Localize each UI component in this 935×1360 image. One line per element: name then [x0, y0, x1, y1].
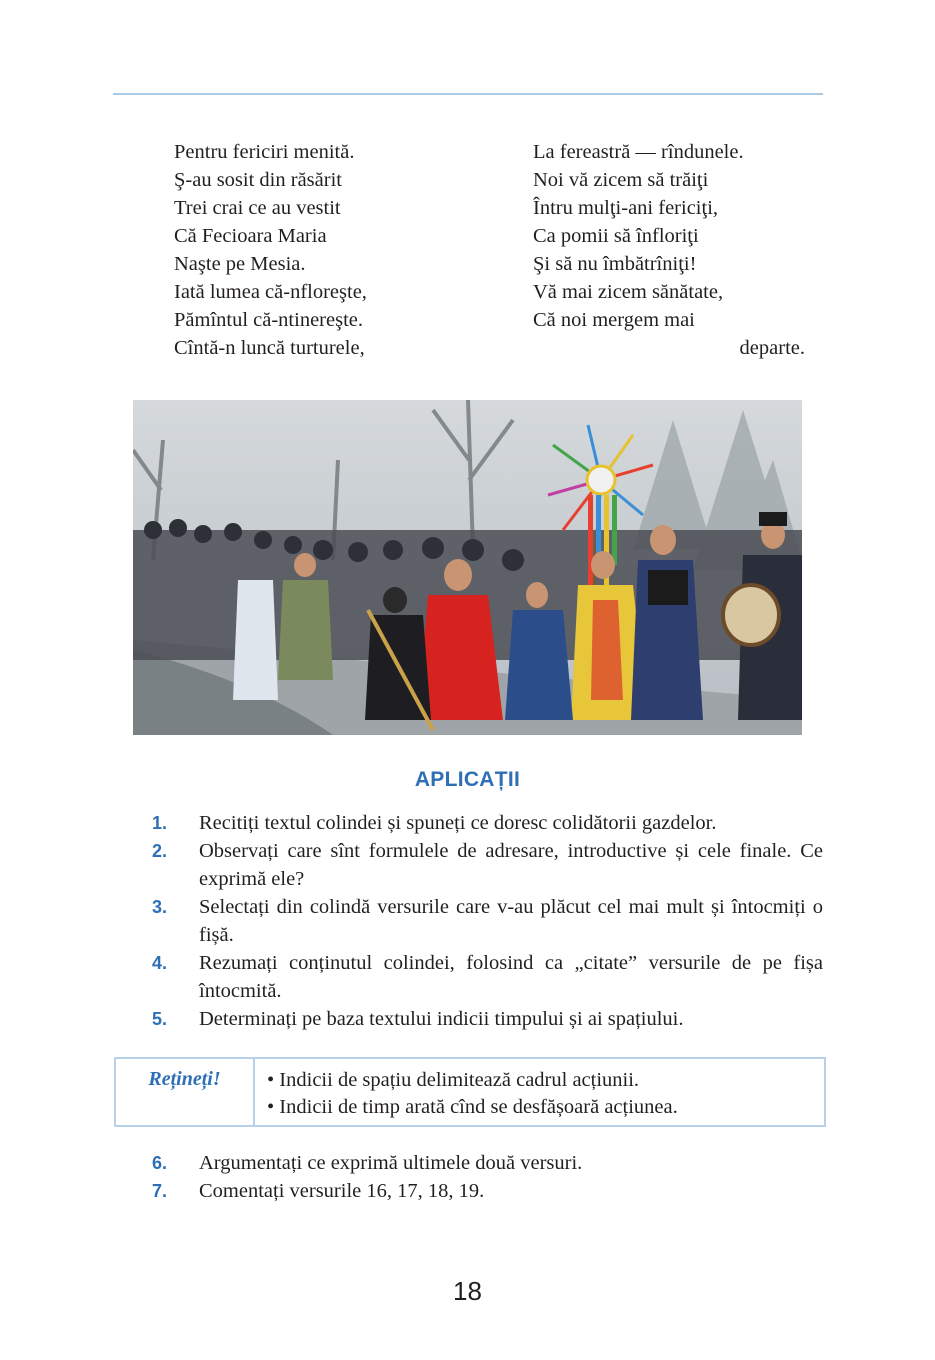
task-number: 6. [152, 1153, 168, 1173]
poem-column-right [533, 138, 805, 362]
tasks-list-b [150, 1149, 823, 1205]
poem-column-left [174, 138, 474, 362]
list-item [150, 893, 823, 949]
poem-line: Naşte pe Mesia. [174, 253, 306, 275]
poem-line: Pentru fericiri menită. [174, 141, 355, 163]
poem-line: Cîntă-n luncă turturele, [174, 337, 365, 359]
tasks-list-a [150, 809, 823, 1033]
remember-label: Rețineți! [116, 1059, 255, 1125]
task-text: Comentați versurile 16, 17, 18, 19. [199, 1180, 485, 1202]
task-number: 4. [152, 953, 168, 973]
section-title: APLICAȚII [414, 768, 521, 791]
remember-box [114, 1057, 826, 1127]
task-number: 1. [152, 813, 168, 833]
poem-line: Că noi mergem mai [533, 309, 695, 331]
poem-line: Trei crai ce au vestit [174, 197, 341, 219]
poem-line: La fereastră — rîndunele. [533, 141, 744, 163]
remember-line: • Indicii de timp arată cînd se desfășoară acțiunea. [267, 1096, 678, 1118]
page-number: 18 [453, 1276, 482, 1306]
task-text: Selectați din colindă versurile care v-au plăcut cel mai mult și întocmiți o fișă. [199, 896, 823, 946]
task-number: 2. [152, 841, 168, 861]
carolers-photo [133, 400, 802, 735]
remember-body [255, 1059, 678, 1125]
task-number: 3. [152, 897, 168, 917]
poem-line: Iată lumea că-nfloreşte, [174, 281, 367, 303]
poem-line: Că Fecioara Maria [174, 225, 327, 247]
poem-line: Noi vă zicem să trăiţi [533, 169, 709, 191]
list-item [150, 809, 823, 837]
task-text: Argumentați ce exprimă ultimele două versuri. [199, 1152, 583, 1174]
poem-line: Întru mulţi-ani fericiţi, [533, 197, 719, 219]
task-text: Observați care sînt formulele de adresare, introductive și cele finale. Ce exprimă ele? [199, 840, 823, 890]
list-item [150, 1177, 823, 1205]
task-number: 7. [152, 1181, 168, 1201]
top-rule [113, 93, 823, 95]
poem-line: Vă mai zicem sănătate, [533, 281, 724, 303]
poem-line: Şi să nu îmbătrîniţi! [533, 253, 697, 275]
poem-line: Ca pomii să înfloriţi [533, 225, 699, 247]
remember-line: • Indicii de spațiu delimitează cadrul acțiunii. [267, 1069, 640, 1091]
list-item [150, 949, 823, 1005]
task-number: 5. [152, 1009, 168, 1029]
poem-line: Pămîntul că-ntinereşte. [174, 309, 363, 331]
task-text: Determinați pe baza textului indicii timpului și ai spațiului. [199, 1008, 684, 1030]
list-item [150, 1005, 823, 1033]
task-text: Rezumați conținutul colindei, folosind ca „citate” versurile de pe fișa întocmită. [199, 952, 823, 1002]
poem-line: Ş-au sosit din răsărit [174, 169, 342, 191]
task-text: Recitiți textul colindei și spuneți ce doresc colidătorii gazdelor. [199, 812, 717, 834]
list-item [150, 1149, 823, 1177]
poem-line: departe. [739, 337, 805, 359]
list-item [150, 837, 823, 893]
